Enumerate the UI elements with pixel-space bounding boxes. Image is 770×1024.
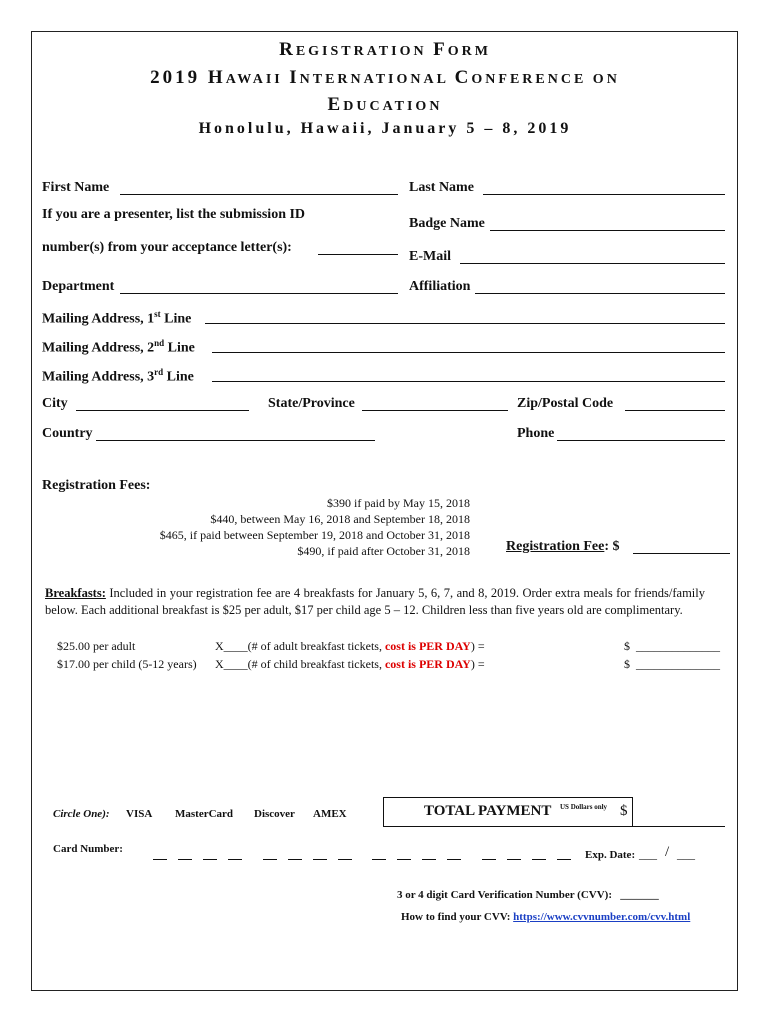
adult-breakfast-amount[interactable]: $ ______________: [624, 639, 720, 653]
card-visa[interactable]: VISA: [126, 808, 153, 820]
adult-breakfast-price: $25.00 per adult: [57, 639, 136, 653]
email-label: E-Mail: [409, 249, 451, 264]
presenter-label-1: If you are a presenter, list the submission ID: [42, 207, 306, 222]
mailing-address-2-label: Mailing Address, 2nd Line: [42, 338, 195, 356]
registration-fee-field[interactable]: [633, 553, 730, 554]
card-digit-blank[interactable]: [482, 859, 496, 860]
card-digit-blank[interactable]: [557, 859, 571, 860]
badge-name-field[interactable]: [490, 230, 725, 231]
card-mastercard[interactable]: MasterCard: [175, 808, 234, 820]
card-digit-blank[interactable]: [228, 859, 242, 860]
affiliation-label: Affiliation: [409, 279, 471, 294]
last-name-label: Last Name: [409, 180, 474, 195]
registration-fee-total-label: Registration Fee: $: [506, 539, 620, 554]
card-discover[interactable]: Discover: [254, 808, 295, 820]
card-digit-blank[interactable]: [153, 859, 167, 860]
card-digit-blank[interactable]: [313, 859, 327, 860]
mailing-address-1-field[interactable]: [205, 323, 725, 324]
circle-one-label: Circle One):: [53, 808, 110, 820]
mailing-address-3-label: Mailing Address, 3rd Line: [42, 367, 194, 385]
us-dollars-note: US Dollars only: [560, 803, 608, 811]
total-dollar-sign: $: [620, 803, 628, 819]
form-border: [31, 31, 738, 991]
card-digit-blank[interactable]: [507, 859, 521, 860]
phone-label: Phone: [517, 426, 555, 441]
badge-name-label: Badge Name: [409, 216, 485, 231]
first-name-label: First Name: [42, 180, 110, 195]
last-name-field[interactable]: [483, 194, 725, 195]
card-amex[interactable]: AMEX: [313, 808, 347, 820]
department-field[interactable]: [120, 293, 398, 294]
card-digit-blank[interactable]: [447, 859, 461, 860]
cvv-help: How to find your CVV: https://www.cvvnumber.com/cvv.html: [401, 911, 691, 923]
country-field[interactable]: [96, 440, 375, 441]
card-digit-blank[interactable]: [203, 859, 217, 860]
card-digit-blank[interactable]: [178, 859, 192, 860]
exp-month-field[interactable]: ___: [639, 847, 657, 861]
conference-title: 2019 HAWAII INTERNATIONAL CONFERENCE ON: [150, 67, 620, 88]
exp-year-field[interactable]: ___: [677, 847, 695, 861]
mailing-address-3-field[interactable]: [212, 381, 725, 382]
card-digit-blank[interactable]: [372, 859, 386, 860]
card-number-label: Card Number:: [53, 843, 123, 855]
conference-title-cont: EDUCATION: [327, 94, 443, 115]
state-label: State/Province: [268, 396, 355, 411]
email-field[interactable]: [460, 263, 725, 264]
mailing-address-2-field[interactable]: [212, 352, 725, 353]
conference-location-dates: Honolulu, Hawaii, January 5 – 8, 2019: [198, 120, 572, 137]
child-breakfast-price: $17.00 per child (5-12 years): [57, 657, 197, 671]
state-field[interactable]: [362, 410, 508, 411]
registration-fees-heading: Registration Fees:: [42, 478, 151, 493]
card-digit-blank[interactable]: [263, 859, 277, 860]
submission-id-field[interactable]: [318, 254, 398, 255]
card-digit-blank[interactable]: [288, 859, 302, 860]
first-name-field[interactable]: [120, 194, 398, 195]
cvv-label: 3 or 4 digit Card Verification Number (CVV): _______: [397, 889, 659, 901]
total-payment-box: [383, 797, 633, 827]
fee-line-2: $440, between May 16, 2018 and September 18, 2018: [210, 512, 470, 526]
city-label: City: [42, 396, 68, 411]
total-payment-label: TOTAL PAYMENT: [424, 803, 552, 819]
city-field[interactable]: [76, 410, 249, 411]
zip-label: Zip/Postal Code: [517, 396, 614, 411]
phone-field[interactable]: [557, 440, 725, 441]
fee-line-1: $390 if paid by May 15, 2018: [327, 496, 470, 510]
mailing-address-1-label: Mailing Address, 1st Line: [42, 309, 192, 327]
exp-date-label: Exp. Date:: [585, 849, 636, 861]
card-digit-blank[interactable]: [397, 859, 411, 860]
country-label: Country: [42, 426, 93, 441]
fee-line-4: $490, if paid after October 31, 2018: [297, 544, 470, 558]
fee-line-3: $465, if paid between September 19, 2018 and October 31, 2018: [159, 528, 470, 542]
card-digit-blank[interactable]: [422, 859, 436, 860]
form-title: REGISTRATION FORM: [279, 39, 491, 60]
affiliation-field[interactable]: [475, 293, 725, 294]
child-breakfast-amount[interactable]: $ ______________: [624, 657, 720, 671]
cvv-help-link[interactable]: https://www.cvvnumber.com/cvv.html: [513, 911, 691, 923]
total-payment-field[interactable]: [633, 826, 725, 827]
department-label: Department: [42, 279, 115, 294]
presenter-label-2: number(s) from your acceptance letter(s):: [42, 240, 292, 255]
breakfast-description: Breakfasts: Included in your registration fee are 4 breakfasts for January 5, 6, 7, and 8, 2019. Order extra meals for friends/family below. Each additional breakfast is $25 per adult, $17 per child age 5 – 12. Children less than five years old are complimentary.: [45, 586, 705, 617]
zip-field[interactable]: [625, 410, 725, 411]
cvv-field[interactable]: _______: [620, 889, 659, 901]
card-digit-blank[interactable]: [338, 859, 352, 860]
exp-slash: /: [665, 844, 670, 860]
card-digit-blank[interactable]: [532, 859, 546, 860]
adult-breakfast-count[interactable]: X____(# of adult breakfast tickets, cost is PER DAY) =: [215, 639, 485, 653]
child-breakfast-count[interactable]: X____(# of child breakfast tickets, cost is PER DAY) =: [215, 657, 485, 671]
